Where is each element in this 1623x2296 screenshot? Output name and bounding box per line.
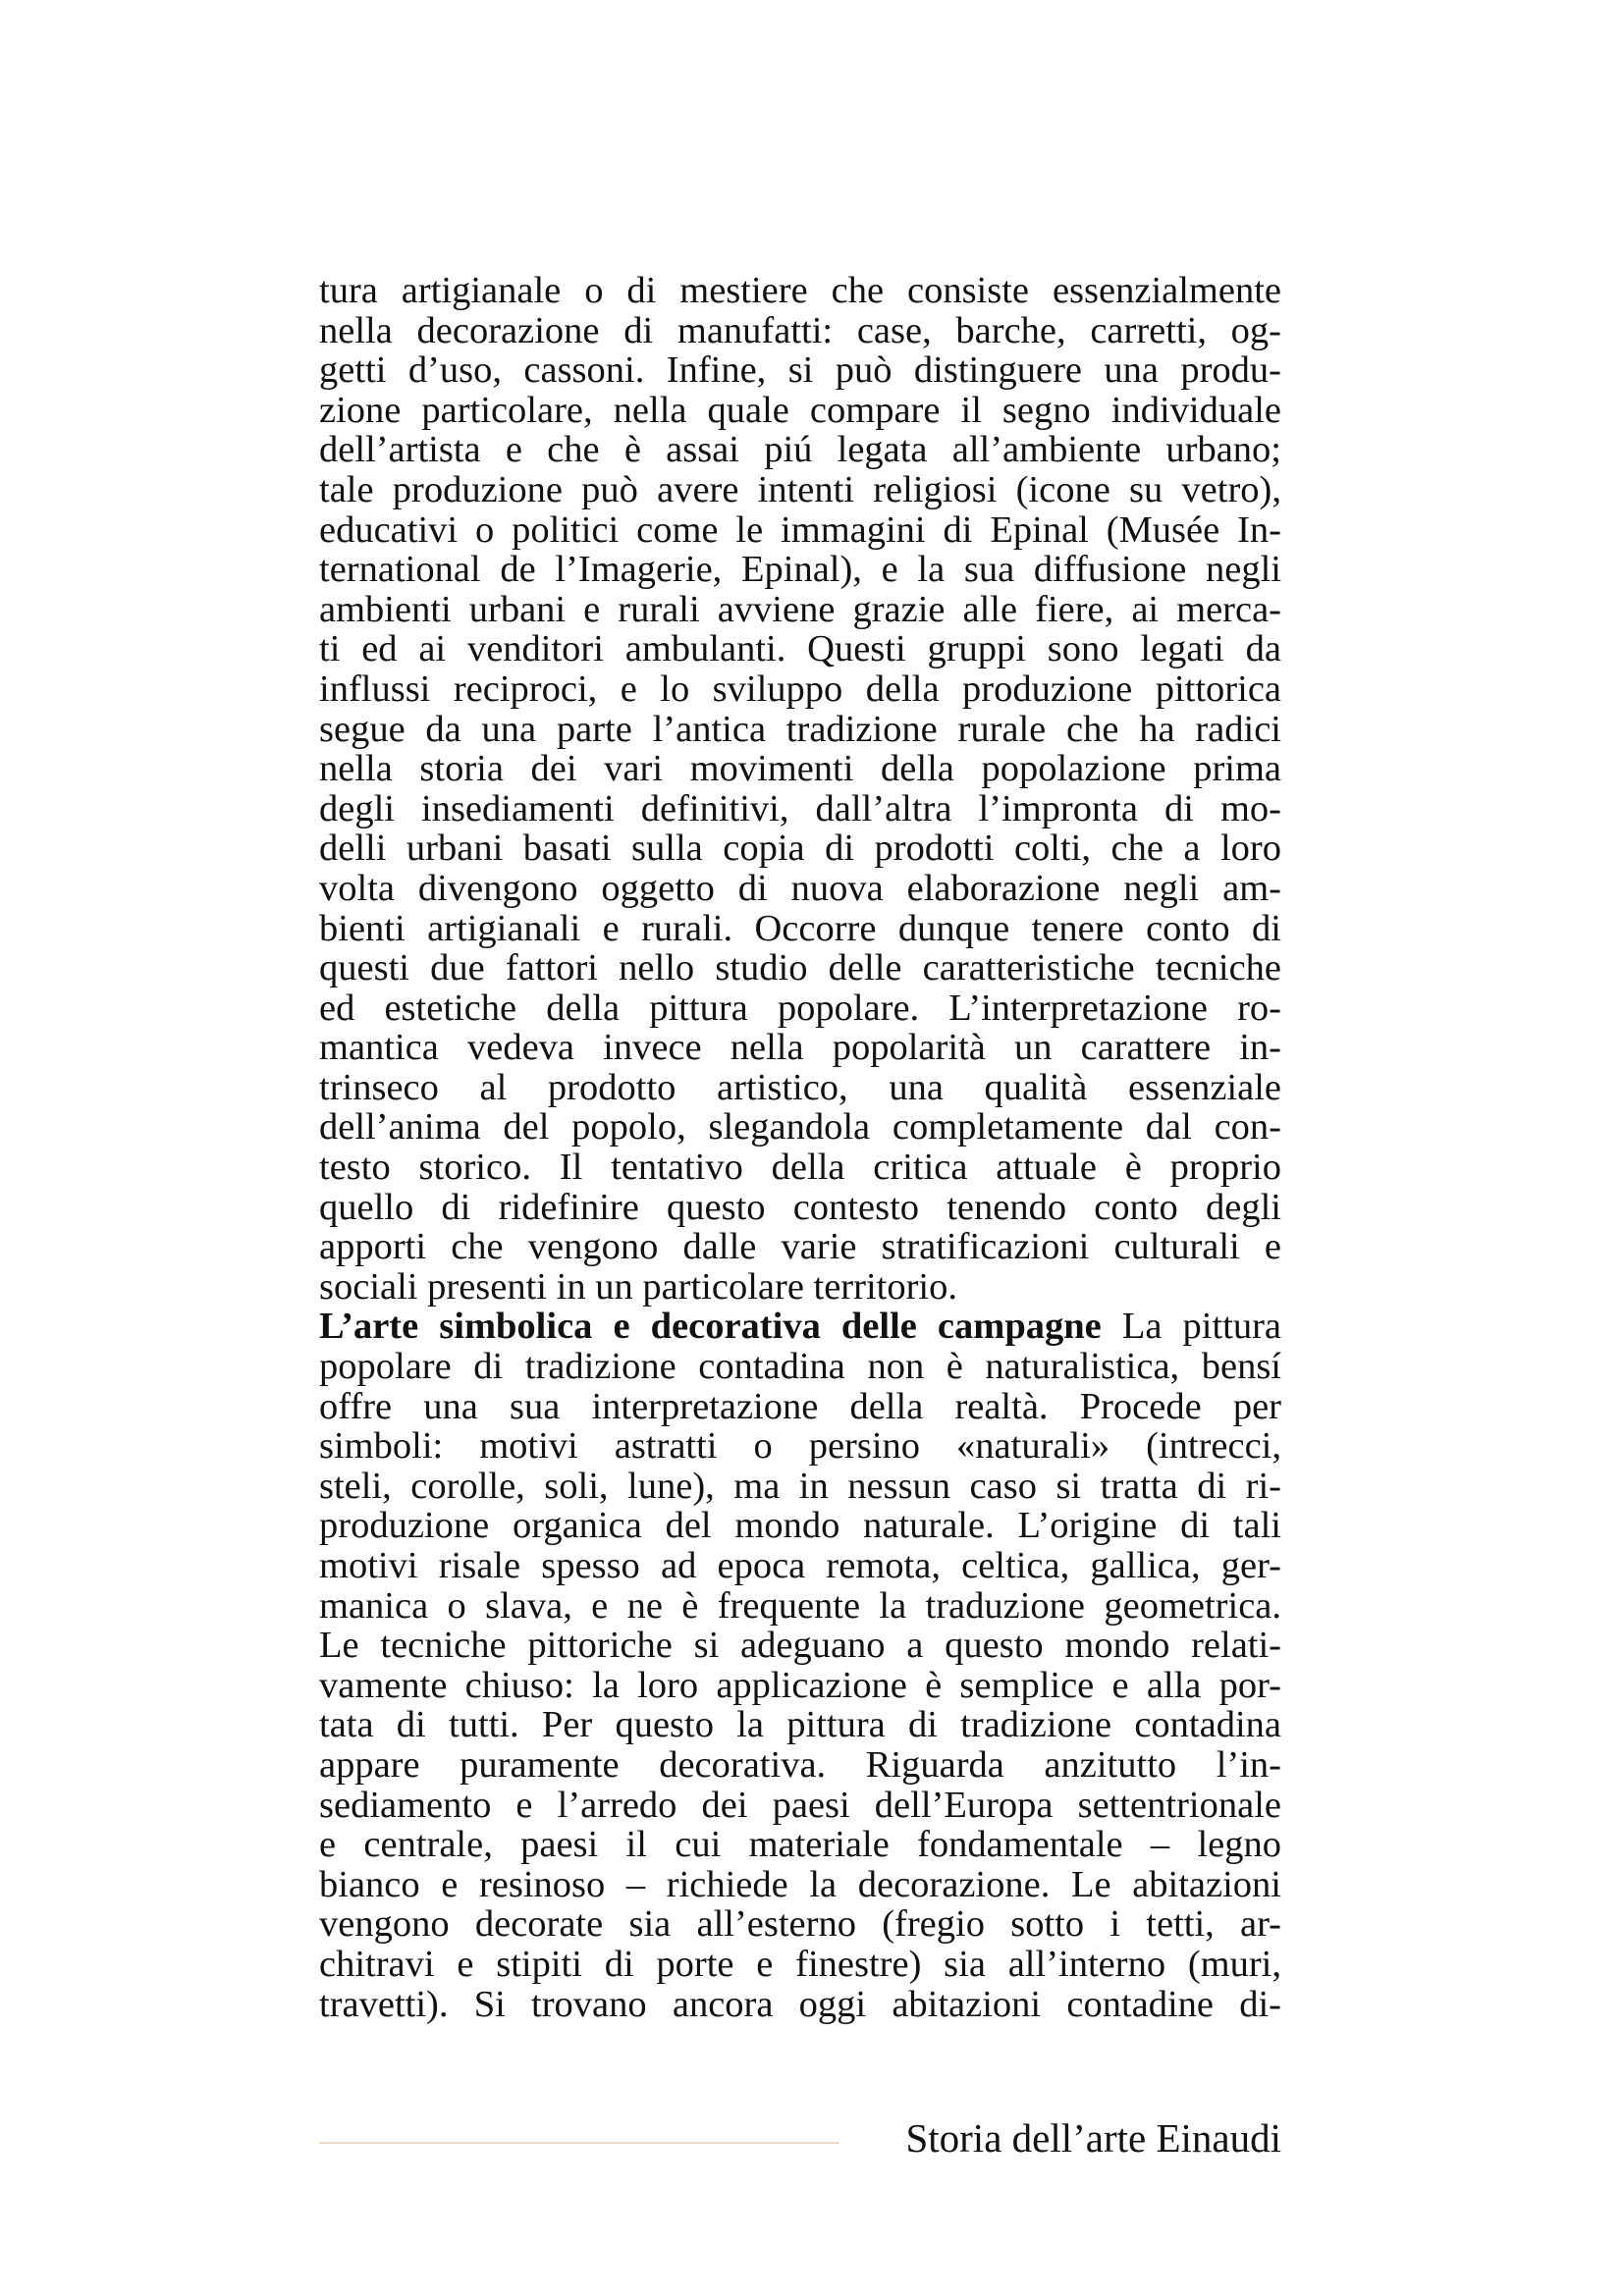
text-line: sediamento e l’arredo dei paesi dell’Europa settentrionale xyxy=(319,1784,1281,1826)
text-line: volta divengono oggetto di nuova elaborazione negli am- xyxy=(319,867,1281,909)
text-line: travetti). Si trovano ancora oggi abitazioni contadine di- xyxy=(319,1983,1281,2025)
text-line: bienti artigianali e rurali. Occorre dunque tenere conto di xyxy=(319,907,1281,949)
text-line: influssi reciproci, e lo sviluppo della produzione pittorica xyxy=(319,667,1281,710)
body-text xyxy=(319,271,1281,2024)
text-line: segue da una parte l’antica tradizione rurale che ha radici xyxy=(319,708,1281,750)
paragraph-1 xyxy=(319,271,1281,1307)
text-line: ternational de l’Imagerie, Epinal), e la sua diffusione negli xyxy=(319,549,1281,591)
text-line: dell’anima del popolo, slegandola completamente dal con- xyxy=(319,1106,1281,1148)
text-line: Le tecniche pittoriche si adeguano a questo mondo relati- xyxy=(319,1625,1281,1667)
text-line: delli urbani basati sulla copia di prodotti colti, che a loro xyxy=(319,828,1281,870)
text-line: e centrale, paesi il cui materiale fondamentale – legno xyxy=(319,1824,1281,1866)
text-line: ambienti urbani e rurali avviene grazie alle fiere, ai merca- xyxy=(319,588,1281,630)
text-line: popolare di tradizione contadina non è naturalistica, bensí xyxy=(319,1346,1281,1388)
text-line: sociali presenti in un particolare territorio. xyxy=(319,1265,957,1308)
text-line: dell’artista e che è assai piú legata all’ambiente urbano; xyxy=(319,429,1281,471)
text-line: ti ed ai venditori ambulanti. Questi gruppi sono legati da xyxy=(319,628,1281,670)
text-line: testo storico. Il tentativo della critica attuale è proprio xyxy=(319,1147,1281,1189)
page-footer xyxy=(319,2109,1281,2167)
text-line: getti d’uso, cassoni. Infine, si può distinguere una produ- xyxy=(319,349,1281,392)
section-heading: L’arte simbolica e decorativa delle campagne xyxy=(319,1306,1102,1348)
text-line: bianco e resinoso – richiede la decorazione. Le abitazioni xyxy=(319,1863,1281,1905)
heading-continuation: La pittura xyxy=(1101,1306,1281,1348)
text-line xyxy=(319,1307,1281,1347)
text-line: trinseco al prodotto artistico, una qualità essenziale xyxy=(319,1066,1281,1108)
text-line: tale produzione può avere intenti religiosi (icone su vetro), xyxy=(319,468,1281,510)
text-line: produzione organica del mondo naturale. L’origine di tali xyxy=(319,1505,1281,1547)
text-line: mantica vedeva invece nella popolarità un carattere in- xyxy=(319,1027,1281,1069)
text-line: chitravi e stipiti di porte e finestre) sia all’interno (muri, xyxy=(319,1943,1281,1985)
text-line: vamente chiuso: la loro applicazione è semplice e alla por- xyxy=(319,1664,1281,1706)
text-line: zione particolare, nella quale compare il segno individuale xyxy=(319,389,1281,431)
paragraph-2 xyxy=(319,1307,1281,2024)
text-line: questi due fattori nello studio delle caratteristiche tecniche xyxy=(319,947,1281,989)
text-line: ed estetiche della pittura popolare. L’interpretazione ro- xyxy=(319,987,1281,1029)
text-line: tata di tutti. Per questo la pittura di tradizione contadina xyxy=(319,1704,1281,1746)
text-line: appare puramente decorativa. Riguarda anzitutto l’in- xyxy=(319,1743,1281,1786)
text-line: nella decorazione di manufatti: case, barche, carretti, og- xyxy=(319,309,1281,351)
footer-rule xyxy=(319,2142,839,2144)
text-line: offre una sua interpretazione della realtà. Procede per xyxy=(319,1385,1281,1427)
text-line: degli insediamenti definitivi, dall’altra l’impronta di mo- xyxy=(319,787,1281,829)
text-line: simboli: motivi astratti o persino «naturali» (intrecci, xyxy=(319,1425,1281,1468)
text-line: nella storia dei vari movimenti della popolazione prima xyxy=(319,748,1281,790)
text-line: manica o slava, e ne è frequente la traduzione geometrica. xyxy=(319,1584,1281,1627)
text-line: motivi risale spesso ad epoca remota, celtica, gallica, ger- xyxy=(319,1545,1281,1586)
text-line: quello di ridefinire questo contesto tenendo conto degli xyxy=(319,1186,1281,1228)
text-line: vengono decorate sia all’esterno (fregio sotto i tetti, ar- xyxy=(319,1903,1281,1946)
text-line: steli, corolle, soli, lune), ma in nessun caso si tratta di ri- xyxy=(319,1465,1281,1507)
footer-title: Storia dell’arte Einaudi xyxy=(905,2115,1281,2161)
text-line: tura artigianale o di mestiere che consiste essenzialmente xyxy=(319,270,1281,311)
text-line: apporti che vengono dalle varie stratificazioni culturali e xyxy=(319,1226,1281,1268)
text-line: educativi o politici come le immagini di Epinal (Musée In- xyxy=(319,508,1281,551)
